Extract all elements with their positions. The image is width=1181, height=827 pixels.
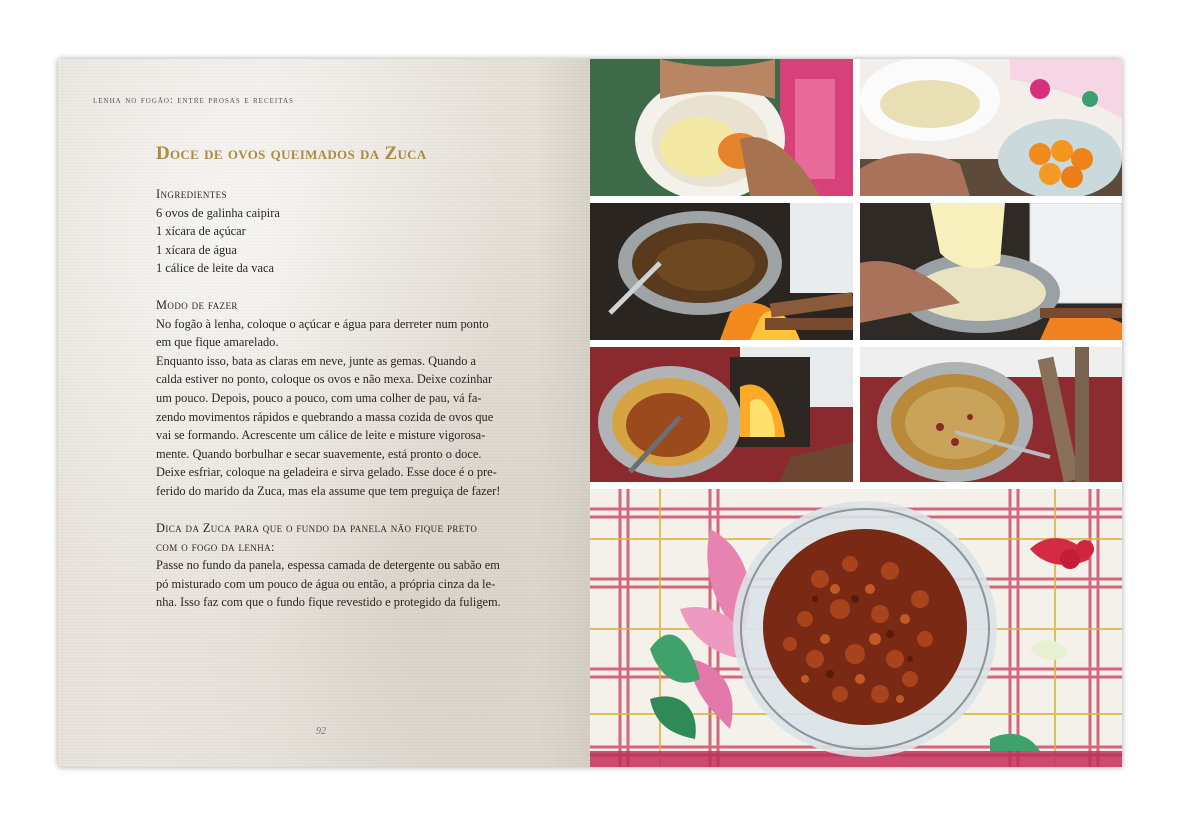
tip-heading: com o fogo da lenha: [156, 539, 275, 554]
method-line: mente. Quando borbulhar e secar suavemente, está pronto o doce. [156, 446, 482, 461]
method-line: em que fique amarelado. [156, 335, 279, 350]
left-page [58, 59, 590, 767]
method-line: calda estiver no ponto, coloque os ovos e não mexa. Deixe cozinhar [156, 372, 493, 387]
method-line: Enquanto isso, bata as claras em neve, junte as gemas. Quando a [156, 353, 476, 368]
photo-pouring-eggs [860, 203, 1122, 340]
book-spread [58, 59, 1122, 767]
page-number: 92 [316, 726, 326, 737]
ingredient-item: 6 ovos de galinha caipira [156, 205, 280, 220]
tip-line: Passe no fundo da panela, espessa camada de detergente ou sabão em [156, 558, 500, 573]
method-line: vai se formando. Acrescente um cálice de leite e misture vigorosa- [156, 428, 486, 443]
photo-cracking-egg [590, 59, 853, 196]
tip-line: pó misturado com um pouco de água ou então, a própria cinza da le- [156, 576, 496, 591]
ingredients-section [156, 185, 508, 278]
photo-cooking-mass [590, 347, 853, 482]
ingredient-item: 1 cálice de leite da vaca [156, 261, 274, 276]
photo-yolks-bowl [860, 59, 1122, 196]
tip-heading: Dica da Zuca para que o fundo da panela não fique preto [156, 521, 478, 535]
ingredient-item: 1 xícara de água [156, 242, 237, 257]
method-line: Deixe esfriar, coloque na geladeira e sirva gelado. Esse doce é o pre- [156, 465, 497, 480]
photo-empty-pan [860, 347, 1122, 482]
photo-finished-sweet [590, 489, 1122, 767]
method-line: zendo movimentos rápidos e quebrando a massa cozida de ovos que [156, 409, 494, 424]
method-line: um pouco. Depois, pouco a pouco, com uma colher de pau, vá fa- [156, 390, 482, 405]
method-section [156, 296, 508, 501]
tip-section [156, 519, 508, 612]
tip-line: nha. Isso faz com que o fundo fique revestido e protegido da fuligem. [156, 595, 501, 610]
method-line: No fogão à lenha, coloque o açúcar e água para derreter num ponto [156, 316, 489, 331]
right-page [590, 59, 1122, 767]
method-heading: Modo de fazer [156, 298, 238, 312]
recipe-title: Doce de ovos queimados da Zuca [156, 143, 427, 164]
ingredient-item: 1 xícara de açúcar [156, 224, 246, 239]
method-line: ferido do marido da Zuca, mas ela assume que tem preguiça de fazer! [156, 483, 501, 498]
photo-syrup-pan [590, 203, 853, 340]
running-head: lenha no fogão: entre prosas e receitas [93, 95, 294, 106]
ingredients-heading: Ingredientes [156, 187, 227, 201]
